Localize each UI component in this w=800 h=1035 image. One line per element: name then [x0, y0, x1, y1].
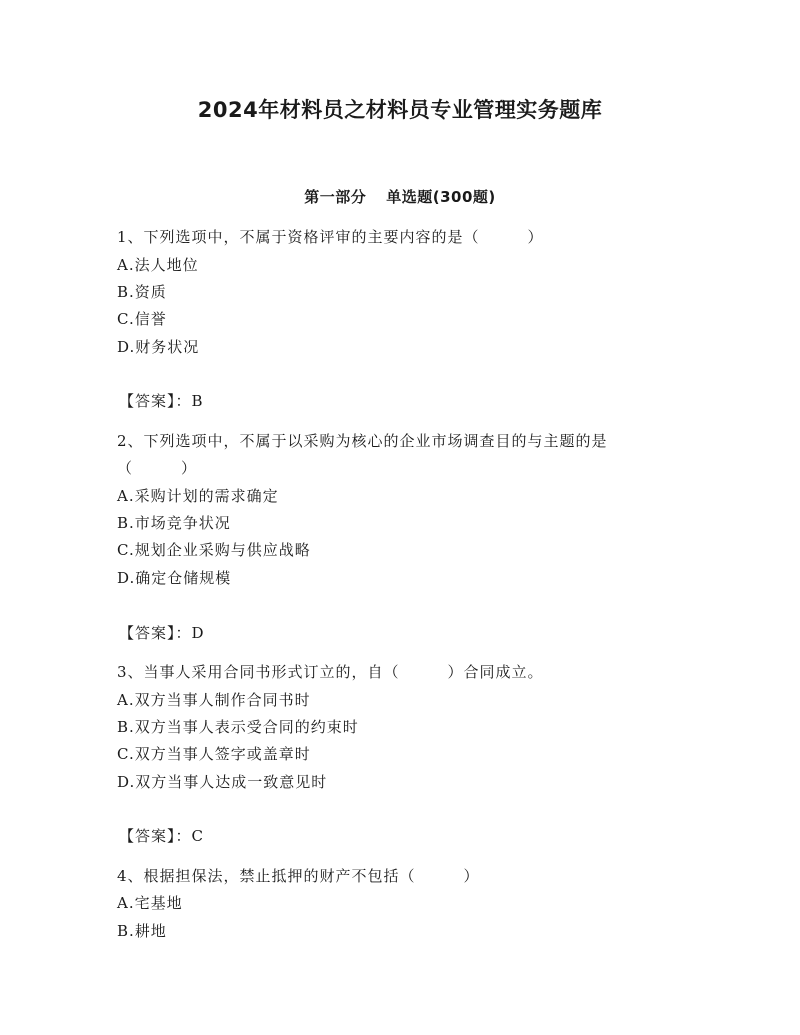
question-1-stem: 1、下列选项中，不属于资格评审的主要内容的是（ ） — [117, 228, 544, 246]
question-2-option-c: C.规划企业采购与供应战略 — [117, 541, 311, 559]
question-1-option-d: D.财务状况 — [117, 338, 200, 356]
question-1-option-c: C.信誉 — [117, 310, 167, 328]
section-part: 第一部分 — [304, 188, 367, 206]
section-name: 单选题(300题) — [386, 188, 496, 206]
section-heading — [0, 186, 800, 207]
question-3-stem: 3、当事人采用合同书形式订立的，自（ ）合同成立。 — [117, 663, 544, 681]
question-1-answer: 【答案】：B — [119, 392, 204, 410]
question-2-option-a: A.采购计划的需求确定 — [117, 487, 279, 505]
question-4-option-b: B.耕地 — [117, 922, 167, 940]
question-3-option-a: A.双方当事人制作合同书时 — [117, 691, 311, 709]
question-4-option-a: A.宅基地 — [117, 894, 183, 912]
question-2-stem: 2、下列选项中，不属于以采购为核心的企业市场调查目的与主题的是 — [117, 432, 608, 450]
question-2-stem-continued: （ ） — [117, 459, 198, 477]
question-3-option-b: B.双方当事人表示受合同的约束时 — [117, 718, 359, 736]
question-4-stem: 4、根据担保法，禁止抵押的财产不包括（ ） — [117, 867, 480, 885]
question-1-option-a: A.法人地位 — [117, 256, 199, 274]
question-1-option-b: B.资质 — [117, 283, 167, 301]
question-2-answer: 【答案】：D — [119, 624, 205, 642]
question-2-option-b: B.市场竞争状况 — [117, 514, 231, 532]
question-2-option-d: D.确定仓储规模 — [117, 569, 232, 587]
document-title: 2024年材料员之材料员专业管理实务题库 — [197, 98, 603, 122]
question-3-answer: 【答案】：C — [119, 827, 204, 845]
question-3-option-c: C.双方当事人签字或盖章时 — [117, 745, 311, 763]
question-3-option-d: D.双方当事人达成一致意见时 — [117, 773, 328, 791]
